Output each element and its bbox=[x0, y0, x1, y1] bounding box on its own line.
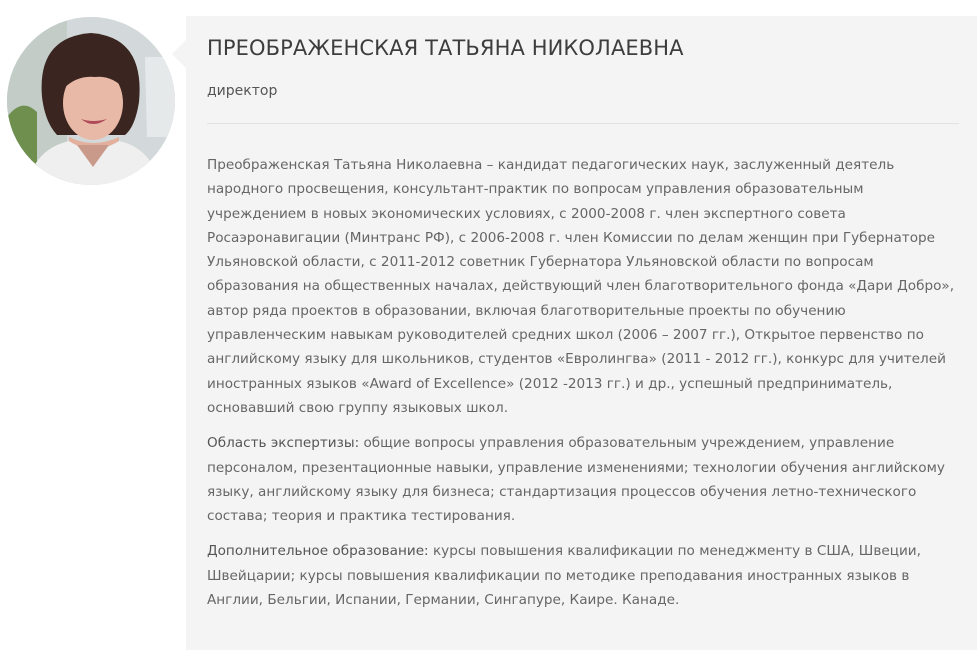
divider bbox=[207, 123, 959, 124]
avatar bbox=[7, 17, 175, 185]
education-text: курсы повышения квалификации по менеджменту в США, Швеции, Швейцарии; курсы повышения квалификации по методике преподавания иностранных языков в Англии, Бельгии, Испании, Германии, Сингапуре, Каире. Канаде. bbox=[207, 543, 921, 609]
portrait-image bbox=[7, 17, 175, 185]
education-paragraph bbox=[207, 539, 959, 612]
expertise-label: Область экспертизы: bbox=[207, 435, 360, 452]
expertise-paragraph bbox=[207, 431, 959, 528]
education-label: Дополнительное образование: bbox=[207, 543, 429, 560]
person-name: ПРЕОБРАЖЕНСКАЯ ТАТЬЯНА НИКОЛАЕВНА bbox=[207, 36, 684, 60]
bio-paragraph: Преображенская Татьяна Николаевна – кандидат педагогических наук, заслуженный деятель народного просвещения, консультант-практик по вопросам управления образовательным учреждением в новых экономических условиях, с 2000-2008 г. член экспертного совета Росаэронавигации (Минтранс РФ), с 2006-2008 г. член Комиссии по делам женщин при Губернаторе Ульяновской области, с 2011-2012 советник Губернатора Ульяновской области по вопросам образования на общественных началах, действующий член благотворительного фонда «Дари Добро», автор ряда проектов в образовании, включая благотворительные проекты по обучению управленческим навыкам руководителей средних школ (2006 – 2007 гг.), Открытое первенство по английскому языку для школьников, студентов «Евролингва» (2011 - 2012 гг.), конкурс для учителей иностранных языков «Award of Excellence» (2012 -2013 гг.) и др., успешный предприниматель, основавший свою группу языковых школ. bbox=[207, 157, 955, 416]
person-position: директор bbox=[207, 83, 278, 99]
expertise-text: общие вопросы управления образовательным учреждением, управление персоналом, презентационные навыки, управление изменениями; технологии обучения английскому языку, английскому языку для бизнеса; стандартизация процессов обучения летно-технического состава; теория и практика тестирования. bbox=[207, 435, 945, 525]
biography bbox=[207, 153, 959, 612]
profile-card bbox=[186, 16, 977, 650]
